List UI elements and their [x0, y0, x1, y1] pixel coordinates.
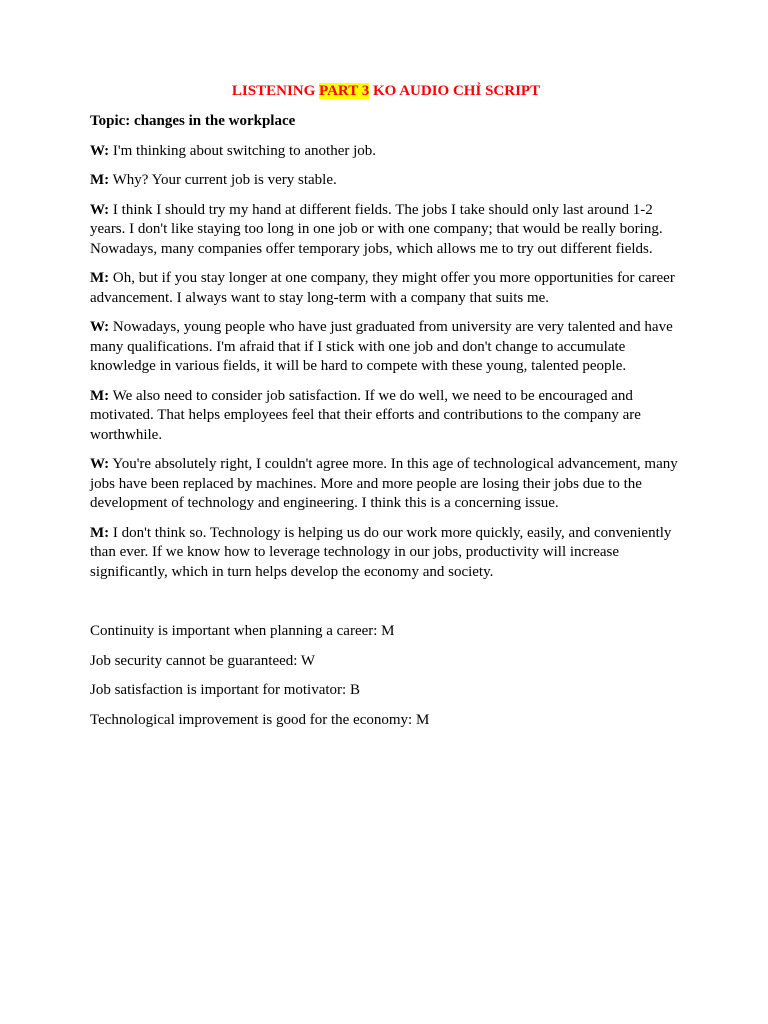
dialogue-text: We also need to consider job satisfaction. If we do well, we need to be encouraged and motivated. That helps employees feel that their efforts and contributions to the company are worthwhile. — [90, 387, 641, 443]
document-title — [90, 80, 682, 102]
answer-line: Technological improvement is good for the economy: M — [90, 711, 430, 728]
title-prefix: LISTENING — [231, 83, 320, 99]
dialogue-text: Oh, but if you stay longer at one company, they might offer you more opportunities for career advancement. I always want to stay long-term with a company that suits me. — [90, 270, 675, 306]
dialogue-text: I think I should try my hand at different fields. The jobs I take should only last around 1-2 years. I don't like staying too long in one job or with one company; that would be really boring. Nowadays, many companies offer temporary jobs, which allows me to try out different fields. — [90, 201, 663, 257]
speaker-label: M: — [90, 270, 110, 286]
document-page — [90, 80, 682, 740]
dialogue-line — [90, 387, 682, 446]
speaker-label: M: — [90, 172, 110, 188]
dialogue-line — [90, 318, 682, 377]
speaker-label: W: — [90, 319, 110, 335]
speaker-label: W: — [90, 456, 110, 472]
dialogue-text: I'm thinking about switching to another job. — [109, 142, 377, 159]
dialogue-text: You're absolutely right, I couldn't agree more. In this age of technological advancement, many jobs have been replaced by machines. More and more people are losing their jobs due to the development of technology and engineering. I think this is a concerning issue. — [90, 456, 678, 511]
dialogue-line — [90, 455, 682, 514]
section-spacer — [90, 592, 682, 622]
answer-line: Continuity is important when planning a career: M — [90, 623, 395, 639]
dialogue-text: Why? Your current job is very stable. — [109, 172, 337, 188]
speaker-label: M: — [90, 387, 110, 404]
dialogue-line — [90, 524, 682, 583]
answer-line: Job security cannot be guaranteed: W — [90, 652, 316, 669]
answer-line: Job satisfaction is important for motivator: B — [90, 682, 360, 698]
dialogue-text: I don't think so. Technology is helping us do our work more quickly, easily, and conveniently than ever. If we know how to leverage technology in our jobs, productivity will increase significantly, which in turn helps develop the economy and society. — [90, 524, 672, 580]
dialogue-line — [90, 171, 682, 191]
dialogue-line — [90, 201, 682, 260]
speaker-label: M: — [90, 524, 110, 541]
dialogue-text: Nowadays, young people who have just graduated from university are very talented and have many qualifications. I'm afraid that if I stick with one job and don't change to accumulate knowledge in various fields, it will be hard to compete with these young, talented people. — [90, 319, 673, 374]
title-suffix: KO AUDIO CHỈ SCRIPT — [369, 83, 541, 99]
speaker-label: W: — [90, 201, 110, 218]
dialogue-line — [90, 269, 682, 308]
dialogue-line — [90, 142, 682, 162]
topic-heading: Topic: changes in the workplace — [90, 113, 296, 129]
speaker-label: W: — [90, 142, 110, 159]
title-highlight: PART 3 — [319, 83, 370, 99]
